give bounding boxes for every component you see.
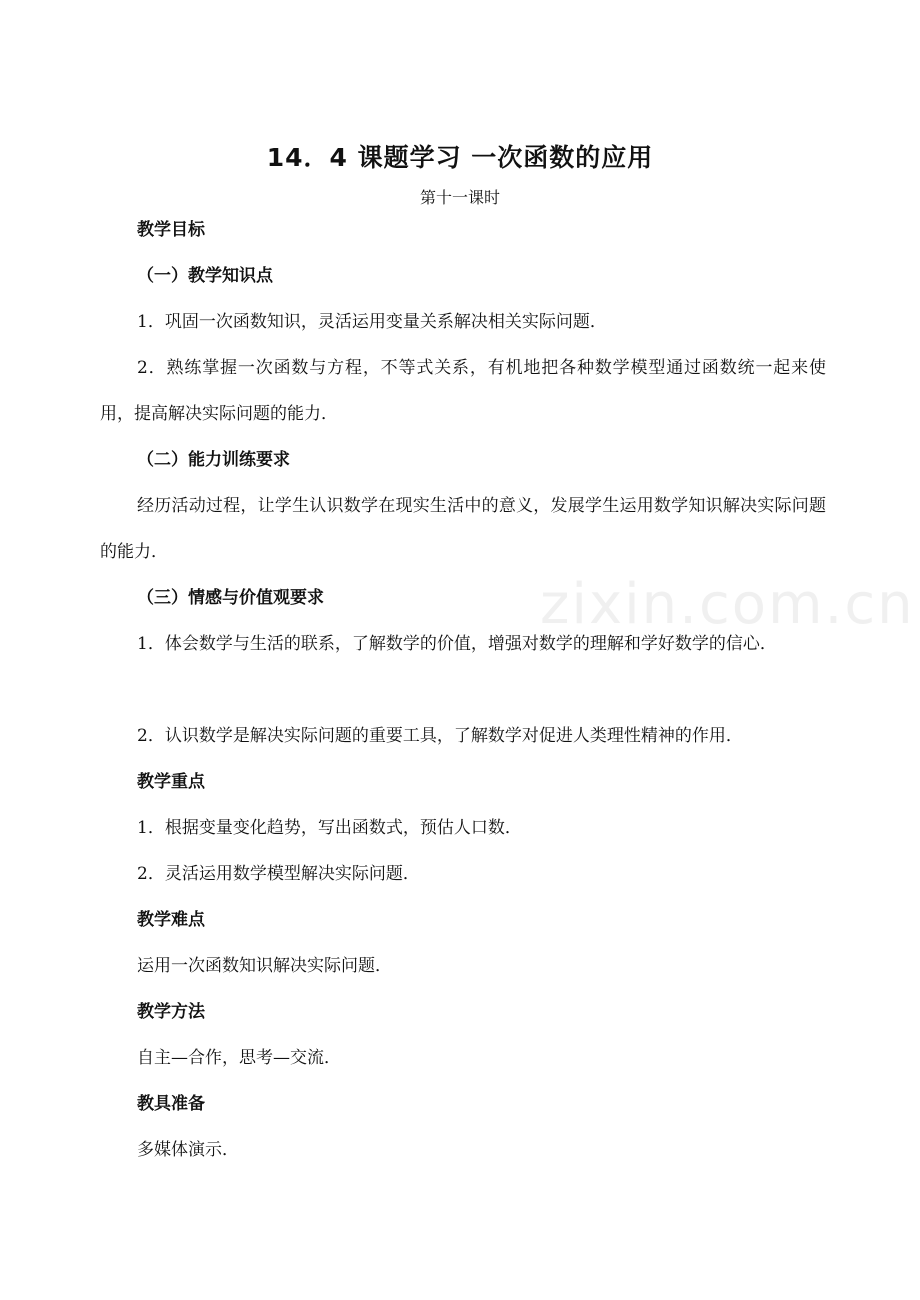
- tools-heading: 教具准备: [137, 1094, 205, 1114]
- ability-text: 经历活动过程，让学生认识数学在现实生活中的意义，发展学生运用数学知识解决实际问题的能力．: [100, 496, 826, 562]
- values-item-2: 2．认识数学是解决实际问题的重要工具，了解数学对促进人类理性精神的作用．: [137, 726, 743, 746]
- document-subtitle: 第十一课时: [419, 188, 500, 207]
- tools-text: 多媒体演示．: [137, 1140, 239, 1160]
- knowledge-point-2: 2．熟练掌握一次函数与方程，不等式关系，有机地把各种数学模型通过函数统一起来使用，提高解决实际问题的能力．: [100, 358, 826, 424]
- key-points-heading: 教学重点: [137, 772, 205, 792]
- values-heading: （三）情感与价值观要求: [137, 588, 324, 608]
- knowledge-point-1: 1．巩固一次函数知识，灵活运用变量关系解决相关实际问题．: [137, 312, 607, 332]
- ability-heading: （二）能力训练要求: [137, 450, 290, 470]
- key-point-1: 1．根据变量变化趋势，写出函数式，预估人口数．: [137, 818, 522, 838]
- method-text: 自主—合作，思考—交流．: [137, 1048, 341, 1068]
- key-point-2: 2．灵活运用数学模型解决实际问题．: [137, 864, 420, 884]
- difficulty-heading: 教学难点: [137, 910, 205, 930]
- values-item-1: 1．体会数学与生活的联系，了解数学的价值，增强对数学的理解和学好数学的信心．: [137, 634, 777, 654]
- document-title: 14．4 课题学习 一次函数的应用: [266, 143, 654, 172]
- method-heading: 教学方法: [137, 1002, 205, 1022]
- objectives-heading: 教学目标: [137, 220, 205, 240]
- watermark: zixin.com.cn: [540, 572, 915, 637]
- difficulty-text: 运用一次函数知识解决实际问题．: [137, 956, 392, 976]
- knowledge-points-heading: （一）教学知识点: [137, 266, 273, 286]
